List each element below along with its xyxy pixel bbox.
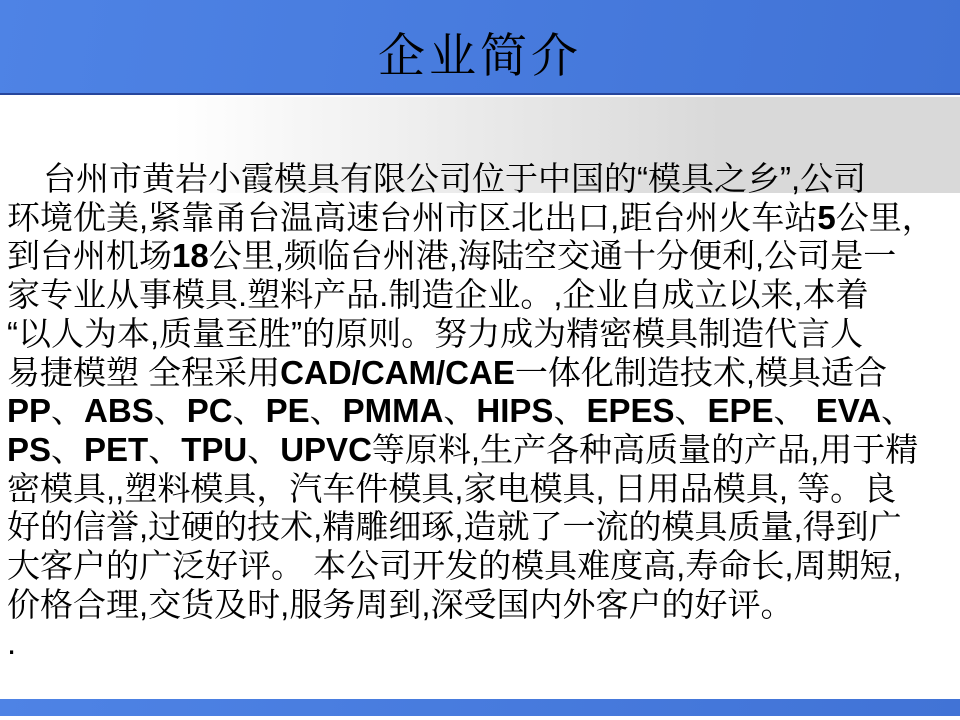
body-text-line-12: 价格合理,交货及时,服务周到,深受国内外客户的好评。: [7, 585, 794, 623]
body-text-line-1: 台州市黄岩小霞模具有限公司位于中国的“模具之乡”,公司: [43, 160, 867, 197]
body-text-line-10: 好的信誉,过硬的技术,精雕细琢,造就了一流的模具质量,得到广: [7, 508, 902, 546]
page-title: 企业简介: [378, 31, 582, 83]
body-paragraph: [7, 160, 955, 663]
slide-title-bar: [0, 0, 960, 95]
body-text-line-13: .: [7, 624, 17, 662]
body-text-line-11: 大客户的广泛好评。 本公司开发的模具难度高,寿命长,周期短,: [7, 547, 902, 585]
body-text-line-4: 家专业从事模具.塑料产品.制造企业。,企业自成立以来,本着: [7, 276, 869, 314]
body-text-line-2: 环境优美,紧靠甬台温高速台州市区北出口,距台州火车站5公里，: [7, 198, 935, 236]
footer-bar: [0, 699, 960, 716]
body-text-line-9: 密模具,,塑料模具，汽车件模具,家电模具, 日用品模具, 等。良: [7, 469, 897, 507]
body-text-line-3: 到台州机场18公里,频临台州港,海陆空交通十分便利,公司是一: [7, 237, 897, 275]
body-text-line-7: PP、ABS、PC、PE、PMMA、HIPS、EPES、EPE、 EVA、: [7, 392, 915, 430]
body-text-line-5: “以人为本,质量至胜”的原则。努力成为精密模具制造代言人: [7, 314, 864, 352]
body-text-line-8: PS、PET、TPU、UPVC等原料,生产各种高质量的产品,用于精: [7, 430, 919, 468]
body-text-line-6: 易捷模塑 全程采用CAD/CAM/CAE一体化制造技术,模具适合: [7, 353, 888, 391]
